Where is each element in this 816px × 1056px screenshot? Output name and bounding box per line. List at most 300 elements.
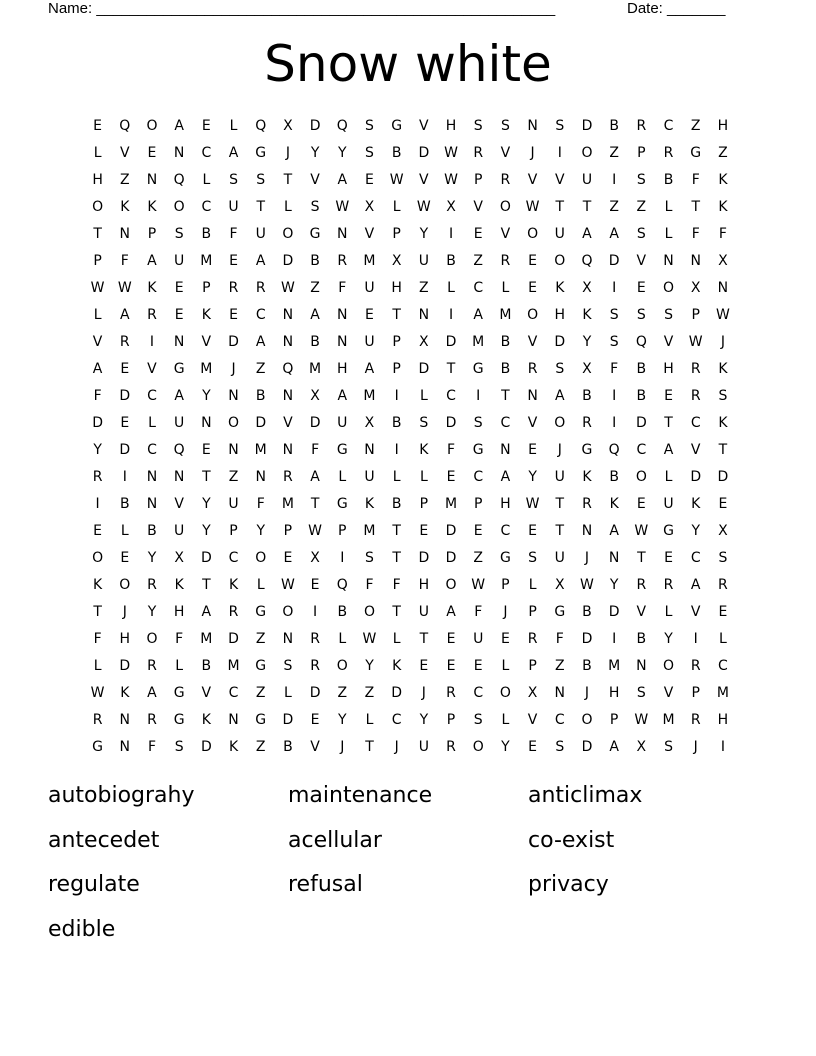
grid-letter: K xyxy=(419,441,429,458)
grid-letter: E xyxy=(718,603,728,620)
grid-letter: U xyxy=(581,171,593,188)
grid-letter: V xyxy=(201,333,212,350)
grid-letter: U xyxy=(255,225,266,242)
grid-letter: W xyxy=(471,576,486,593)
word-list-item: acellular xyxy=(288,827,382,853)
grid-letter: Y xyxy=(256,522,265,539)
grid-letter: E xyxy=(310,576,320,593)
grid-letter: V xyxy=(364,225,375,242)
grid-letter: U xyxy=(473,630,484,647)
grid-letter: M xyxy=(227,657,240,674)
grid-letter: N xyxy=(581,522,593,539)
grid-letter: I xyxy=(612,414,617,431)
grid-letter: R xyxy=(310,630,320,647)
grid-letter: D xyxy=(635,414,647,431)
grid-letter: F xyxy=(447,441,456,458)
grid-letter: H xyxy=(92,171,103,188)
grid-letter: D xyxy=(228,630,239,647)
grid-letter: O xyxy=(445,576,457,593)
grid-letter: V xyxy=(419,171,429,188)
grid-letter: X xyxy=(446,198,456,215)
grid-letter: J xyxy=(394,738,399,755)
grid-letter: D xyxy=(119,441,131,458)
grid-letter: D xyxy=(581,630,593,647)
grid-letter: W xyxy=(280,279,295,296)
grid-letter: D xyxy=(445,522,457,539)
grid-letter: L xyxy=(528,576,537,593)
grid-letter: C xyxy=(636,441,647,458)
grid-letter: K xyxy=(392,657,402,674)
grid-letter: N xyxy=(173,144,185,161)
grid-letter: E xyxy=(528,252,538,269)
grid-letter: E xyxy=(473,657,483,674)
grid-letter: O xyxy=(146,117,158,134)
grid-letter: V xyxy=(419,117,429,134)
grid-letter: D xyxy=(445,333,457,350)
grid-letter: I xyxy=(394,441,399,458)
grid-letter: L xyxy=(664,603,673,620)
grid-letter: S xyxy=(636,684,646,701)
grid-letter: N xyxy=(228,441,239,458)
grid-letter: C xyxy=(473,468,484,485)
grid-letter: T xyxy=(392,549,401,566)
grid-letter: N xyxy=(337,333,348,350)
word-list-item: antecedet xyxy=(48,827,160,853)
grid-letter: R xyxy=(527,630,538,647)
grid-letter: N xyxy=(146,171,158,188)
grid-letter: C xyxy=(473,684,484,701)
grid-letter: R xyxy=(690,657,701,674)
grid-letter: O xyxy=(635,468,647,485)
grid-letter: W xyxy=(90,279,105,296)
grid-letter: E xyxy=(120,549,130,566)
grid-letter: H xyxy=(717,711,729,728)
grid-letter: U xyxy=(364,468,375,485)
grid-letter: U xyxy=(554,549,565,566)
grid-letter: M xyxy=(608,657,621,674)
grid-letter: O xyxy=(581,144,593,161)
grid-letter: L xyxy=(120,522,129,539)
grid-letter: Y xyxy=(582,333,592,350)
grid-letter: L xyxy=(284,684,292,701)
grid-letter: E xyxy=(528,522,538,539)
grid-letter: Q xyxy=(119,117,131,134)
grid-letter: Q xyxy=(635,333,647,350)
grid-letter: O xyxy=(499,684,511,701)
grid-letter: X xyxy=(364,198,375,215)
word-list-item: autobiograhy xyxy=(48,783,195,808)
grid-letter: A xyxy=(446,603,456,620)
grid-letter: Q xyxy=(282,360,294,377)
grid-letter: R xyxy=(636,576,647,593)
grid-letter: C xyxy=(500,414,511,431)
grid-letter: L xyxy=(365,711,374,728)
grid-letter: E xyxy=(93,522,103,539)
grid-letter: L xyxy=(664,198,673,215)
grid-letter: C xyxy=(228,549,239,566)
grid-letter: R xyxy=(446,684,456,701)
grid-letter: T xyxy=(392,603,401,620)
grid-letter: I xyxy=(612,171,617,188)
grid-letter: T xyxy=(582,198,592,215)
grid-letter: Q xyxy=(581,252,593,269)
grid-letter: N xyxy=(255,468,266,485)
grid-letter: N xyxy=(282,441,294,458)
grid-letter: B xyxy=(310,333,320,350)
grid-letter: P xyxy=(147,225,157,242)
grid-letter: B xyxy=(500,360,511,377)
grid-letter: E xyxy=(446,630,456,647)
grid-letter: V xyxy=(636,252,647,269)
grid-letter: Q xyxy=(173,171,185,188)
grid-letter: K xyxy=(718,171,728,188)
grid-letter: F xyxy=(392,576,401,593)
grid-letter: I xyxy=(448,225,454,242)
grid-letter: K xyxy=(582,468,592,485)
grid-letter: O xyxy=(119,576,131,593)
grid-letter: S xyxy=(555,360,565,377)
grid-letter: V xyxy=(283,414,293,431)
grid-letter: K xyxy=(93,576,103,593)
grid-letter: G xyxy=(581,441,593,458)
grid-letter: D xyxy=(608,252,620,269)
grid-letter: K xyxy=(228,576,239,593)
grid-letter: T xyxy=(202,468,211,485)
grid-letter: L xyxy=(392,630,401,647)
grid-letter: D xyxy=(445,414,457,431)
grid-letter: R xyxy=(582,414,592,431)
grid-letter: S xyxy=(473,711,483,728)
grid-letter: R xyxy=(147,576,157,593)
grid-letter: P xyxy=(637,144,646,161)
grid-letter: I xyxy=(340,549,345,566)
name-line: Name: _______________________________________________________ xyxy=(48,0,556,17)
grid-letter: Z xyxy=(473,252,484,269)
grid-letter: D xyxy=(418,360,430,377)
grid-letter: R xyxy=(147,306,157,323)
grid-letter: J xyxy=(285,144,290,161)
grid-letter: P xyxy=(202,279,211,296)
grid-letter: N xyxy=(418,306,430,323)
grid-letter: S xyxy=(664,306,673,323)
grid-letter: L xyxy=(392,198,401,215)
grid-letter: B xyxy=(446,252,456,269)
grid-letter: B xyxy=(636,630,647,647)
grid-letter: X xyxy=(174,549,184,566)
grid-letter: T xyxy=(93,603,102,620)
grid-letter: G xyxy=(336,441,348,458)
grid-letter: X xyxy=(582,279,592,296)
grid-letter: T xyxy=(446,360,456,377)
grid-letter: R xyxy=(119,333,130,350)
grid-letter: B xyxy=(255,387,266,404)
grid-letter: A xyxy=(337,387,348,404)
grid-letter: Q xyxy=(336,117,348,134)
grid-letter: Y xyxy=(501,738,510,755)
grid-letter: D xyxy=(690,468,702,485)
grid-letter: K xyxy=(147,198,157,215)
grid-letter: B xyxy=(119,495,130,512)
grid-letter: S xyxy=(310,198,320,215)
grid-letter: K xyxy=(718,360,728,377)
grid-letter: A xyxy=(473,306,483,323)
grid-letter: C xyxy=(690,414,701,431)
grid-letter: N xyxy=(663,252,674,269)
grid-letter: T xyxy=(555,522,565,539)
grid-letter: C xyxy=(391,711,402,728)
letter-grid xyxy=(84,112,737,760)
word-list-item: privacy xyxy=(528,872,609,897)
word-list-item: refusal xyxy=(288,872,363,897)
grid-letter: J xyxy=(340,738,345,755)
grid-letter: E xyxy=(229,252,238,269)
grid-letter: N xyxy=(717,279,729,296)
word-list xyxy=(48,774,768,952)
grid-letter: C xyxy=(500,522,511,539)
grid-letter: A xyxy=(119,306,130,323)
grid-letter: Y xyxy=(202,495,211,512)
grid-letter: S xyxy=(174,738,184,755)
grid-letter: S xyxy=(283,657,293,674)
word-list-item: anticlimax xyxy=(528,783,643,808)
grid-letter: D xyxy=(309,684,321,701)
grid-letter: T xyxy=(202,576,211,593)
grid-letter: N xyxy=(500,441,511,458)
grid-letter: P xyxy=(691,684,700,701)
grid-letter: L xyxy=(419,387,428,404)
grid-letter: E xyxy=(446,468,456,485)
grid-letter: C xyxy=(201,198,212,215)
grid-letter: I xyxy=(122,468,127,485)
grid-letter: D xyxy=(581,738,593,755)
grid-letter: H xyxy=(445,117,457,134)
grid-letter: A xyxy=(201,603,212,620)
grid-letter: E xyxy=(718,495,728,512)
page-title: Snow white xyxy=(264,35,552,93)
grid-letter: U xyxy=(418,603,429,620)
grid-letter: N xyxy=(173,333,185,350)
grid-letter: L xyxy=(202,171,211,188)
grid-letter: A xyxy=(255,252,266,269)
grid-letter: D xyxy=(391,684,403,701)
grid-letter: G xyxy=(309,225,321,242)
grid-letter: I xyxy=(612,279,617,296)
grid-letter: V xyxy=(663,684,674,701)
grid-letter: R xyxy=(473,144,484,161)
grid-letter: E xyxy=(201,441,211,458)
grid-letter: Z xyxy=(228,468,239,485)
grid-letter: Z xyxy=(364,684,375,701)
word-list-item: regulate xyxy=(48,872,140,897)
grid-letter: N xyxy=(282,630,294,647)
grid-letter: D xyxy=(554,333,566,350)
grid-letter: V xyxy=(92,333,103,350)
grid-letter: O xyxy=(92,198,104,215)
grid-letter: G xyxy=(472,441,484,458)
grid-letter: X xyxy=(364,414,375,431)
grid-letter: U xyxy=(228,495,239,512)
grid-letter: P xyxy=(609,711,619,728)
grid-letter: H xyxy=(554,306,566,323)
grid-letter: U xyxy=(364,279,375,296)
grid-letter: E xyxy=(93,117,103,134)
grid-letter: C xyxy=(201,144,212,161)
grid-letter: K xyxy=(582,306,592,323)
grid-letter: V xyxy=(119,144,130,161)
grid-letter: T xyxy=(501,387,510,404)
grid-letter: L xyxy=(175,657,184,674)
grid-letter: H xyxy=(119,630,131,647)
grid-letter: F xyxy=(311,441,320,458)
grid-letter: N xyxy=(608,549,620,566)
grid-letter: R xyxy=(500,252,511,269)
grid-letter: N xyxy=(690,252,701,269)
grid-letter: L xyxy=(338,468,347,485)
grid-letter: O xyxy=(499,198,511,215)
grid-letter: H xyxy=(391,279,402,296)
grid-letter: F xyxy=(365,576,374,593)
grid-letter: Z xyxy=(337,684,348,701)
grid-letter: R xyxy=(663,576,674,593)
grid-letter: D xyxy=(255,414,267,431)
grid-letter: R xyxy=(527,360,538,377)
grid-letter: E xyxy=(147,144,157,161)
grid-letter: I xyxy=(557,144,562,161)
grid-letter: Y xyxy=(202,522,211,539)
grid-letter: K xyxy=(201,711,211,728)
grid-letter: R xyxy=(310,657,320,674)
grid-letter: K xyxy=(120,684,130,701)
grid-letter: H xyxy=(608,684,620,701)
grid-letter: M xyxy=(254,441,267,458)
grid-letter: F xyxy=(610,360,619,377)
grid-letter: B xyxy=(337,603,348,620)
grid-letter: N xyxy=(554,684,566,701)
grid-letter: B xyxy=(391,495,402,512)
grid-letter: A xyxy=(310,468,320,485)
grid-letter: V xyxy=(310,171,320,188)
grid-letter: O xyxy=(527,306,539,323)
grid-letter: A xyxy=(609,522,619,539)
grid-letter: G xyxy=(255,657,267,674)
grid-letter: L xyxy=(501,711,510,728)
grid-letter: V xyxy=(527,171,538,188)
grid-letter: Y xyxy=(609,576,619,593)
grid-letter: I xyxy=(95,495,100,512)
grid-letter: I xyxy=(394,387,399,404)
grid-letter: L xyxy=(93,657,102,674)
grid-letter: O xyxy=(554,252,566,269)
grid-letter: Y xyxy=(528,468,537,485)
grid-letter: E xyxy=(120,414,130,431)
grid-letter: X xyxy=(310,549,320,566)
grid-letter: E xyxy=(174,279,184,296)
grid-letter: G xyxy=(690,144,702,161)
grid-letter: T xyxy=(365,738,374,755)
grid-letter: B xyxy=(500,333,511,350)
grid-letter: D xyxy=(200,549,212,566)
grid-letter: C xyxy=(228,684,239,701)
grid-letter: A xyxy=(92,360,103,377)
grid-letter: E xyxy=(365,171,374,188)
grid-letter: V xyxy=(663,333,674,350)
grid-letter: E xyxy=(174,306,184,323)
grid-letter: W xyxy=(715,306,730,323)
grid-letter: M xyxy=(472,333,485,350)
grid-letter: H xyxy=(337,360,348,377)
grid-letter: R xyxy=(500,171,511,188)
grid-letter: N xyxy=(228,387,239,404)
grid-letter: R xyxy=(92,711,103,728)
grid-letter: V xyxy=(500,144,511,161)
grid-letter: E xyxy=(664,387,673,404)
grid-letter: N xyxy=(337,306,348,323)
grid-letter: Y xyxy=(365,657,374,674)
grid-letter: M xyxy=(200,630,213,647)
grid-letter: F xyxy=(120,252,129,269)
grid-letter: U xyxy=(174,522,185,539)
grid-letter: M xyxy=(662,711,675,728)
grid-letter: W xyxy=(580,576,594,593)
grid-letter: P xyxy=(229,522,238,539)
grid-letter: P xyxy=(528,603,537,620)
grid-letter: W xyxy=(280,576,295,593)
grid-letter: U xyxy=(228,198,239,215)
grid-letter: V xyxy=(554,171,565,188)
grid-letter: G xyxy=(255,144,267,161)
grid-letter: N xyxy=(527,387,538,404)
grid-letter: B xyxy=(582,387,592,404)
grid-letter: X xyxy=(690,279,701,296)
grid-letter: T xyxy=(691,198,700,215)
grid-letter: G xyxy=(92,738,104,755)
grid-letter: W xyxy=(688,333,703,350)
grid-letter: S xyxy=(473,414,483,431)
grid-letter: A xyxy=(609,738,619,755)
grid-letter: G xyxy=(173,684,185,701)
grid-letter: C xyxy=(147,441,157,458)
date-line: Date: _______ xyxy=(627,0,726,17)
grid-letter: S xyxy=(636,306,646,323)
grid-letter: M xyxy=(444,495,458,512)
grid-letter: S xyxy=(718,387,728,404)
grid-letter: E xyxy=(310,711,320,728)
grid-letter: D xyxy=(228,333,239,350)
grid-letter: S xyxy=(609,306,619,323)
grid-letter: P xyxy=(392,360,401,377)
grid-letter: T xyxy=(718,441,728,458)
grid-letter: Q xyxy=(173,441,185,458)
grid-letter: S xyxy=(636,171,646,188)
grid-letter: Y xyxy=(338,144,347,161)
grid-letter: E xyxy=(636,279,646,296)
grid-letter: R xyxy=(690,360,701,377)
grid-letter: B xyxy=(283,738,293,755)
grid-letter: S xyxy=(473,117,483,134)
grid-letter: O xyxy=(282,225,294,242)
grid-letter: W xyxy=(362,630,377,647)
grid-letter: C xyxy=(255,306,266,323)
grid-letter: Z xyxy=(310,279,320,296)
grid-letter: W xyxy=(90,684,105,701)
grid-letter: L xyxy=(664,468,673,485)
grid-letter: R xyxy=(663,144,674,161)
grid-letter: D xyxy=(418,549,430,566)
grid-letter: A xyxy=(582,225,592,242)
grid-letter: X xyxy=(636,738,647,755)
grid-letter: T xyxy=(283,171,293,188)
grid-letter: S xyxy=(609,333,619,350)
